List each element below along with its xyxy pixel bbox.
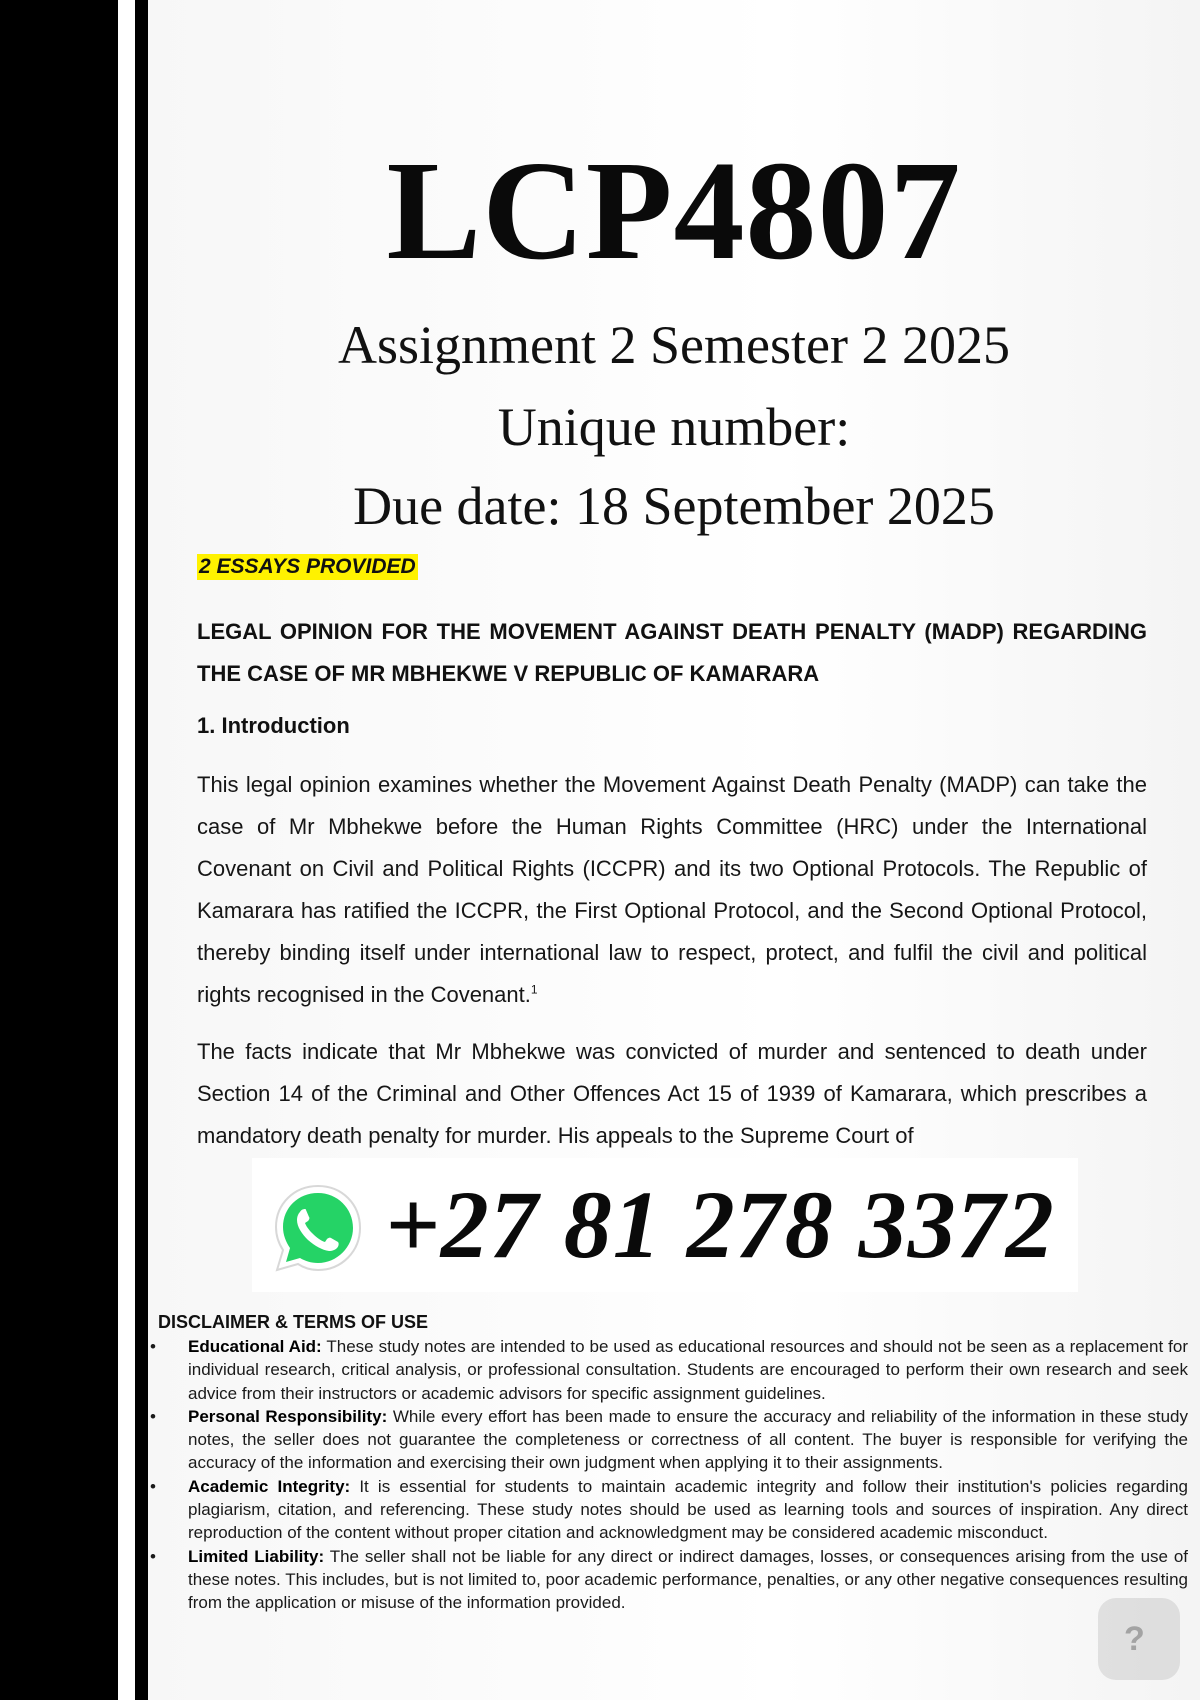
assignment-subtitle: Assignment 2 Semester 2 2025 xyxy=(338,315,1010,375)
disclaimer-item-label: Educational Aid: xyxy=(188,1337,322,1356)
opinion-heading: LEGAL OPINION FOR THE MOVEMENT AGAINST DEATH PENALTY (MADP) REGARDING THE CASE OF MR MBHEKWE V REPUBLIC OF KAMARARA xyxy=(197,619,1147,686)
question-mark-icon: ? xyxy=(1124,1620,1145,1658)
bullet-marker: • xyxy=(150,1476,156,1496)
disclaimer-item-limited-liability xyxy=(150,1545,1188,1615)
bullet-marker: • xyxy=(150,1406,156,1426)
disclaimer-item-educational-aid xyxy=(150,1335,1188,1405)
essays-provided-highlight: 2 ESSAYS PROVIDED xyxy=(199,555,416,578)
introduction-paragraph-1 xyxy=(197,764,1147,1016)
disclaimer-item-text: The seller shall not be liable for any direct or indirect damages, losses, or consequences arising from the use of these notes. This includes, but is not limited to, poor academic performance, penalties, or any other negative consequences resulting from the application or misuse of the information provided. xyxy=(188,1546,1189,1613)
footnote-marker: 1 xyxy=(530,982,538,997)
disclaimer-item-label: Academic Integrity: xyxy=(188,1476,351,1496)
paragraph-1-text: This legal opinion examines whether the Movement Against Death Penalty (MADP) can take the case of Mr Mbhekwe before the Human Rights Committee (HRC) under the International Covenant on Civil and Political Rights (ICCPR) and its two Optional Protocols. The Republic of Kamarara has ratified the ICCPR, the First Optional Protocol, and the Second Optional Protocol, thereby binding itself under international law to respect, protect, and fulfil the civil and political rights recognised in the Covenant. xyxy=(197,772,1147,1007)
disclaimer-item-personal-responsibility xyxy=(150,1405,1188,1475)
binding-stripe xyxy=(135,0,148,1700)
left-black-band xyxy=(0,0,118,1700)
disclaimer-list xyxy=(150,1335,1188,1615)
course-code-title: LCP4807 xyxy=(386,131,962,289)
disclaimer-item-academic-integrity xyxy=(150,1475,1188,1545)
disclaimer-title: DISCLAIMER & TERMS OF USE xyxy=(158,1312,429,1332)
bullet-marker: • xyxy=(150,1337,156,1356)
disclaimer-item-label: Personal Responsibility: xyxy=(188,1406,388,1426)
unique-number-label: Unique number: xyxy=(497,397,851,457)
due-date-label: Due date: 18 September 2025 xyxy=(353,476,995,536)
whatsapp-icon xyxy=(270,1180,366,1276)
floating-help-button[interactable] xyxy=(1098,1598,1180,1680)
bullet-marker: • xyxy=(150,1546,156,1566)
introduction-heading: 1. Introduction xyxy=(197,713,350,738)
introduction-paragraph-2: The facts indicate that Mr Mbhekwe was convicted of murder and sentenced to death under Section 14 of the Criminal and Other Offences Act 15 of 1939 of Kamarara, which prescribes a mandatory death penalty for murder. His appeals to the Supreme Court of xyxy=(197,1039,1147,1148)
disclaimer-item-label: Limited Liability: xyxy=(188,1546,325,1566)
disclaimer-item-text: These study notes are intended to be used as educational resources and should not be seen as a replacement for individual research, critical analysis, or professional consultation. Students are encouraged to perform their own research and seek advice from their instructors or academic advisors for specific assignment guidelines. xyxy=(188,1337,1188,1403)
whatsapp-phone-number: +27 81 278 3372 xyxy=(385,1171,1055,1278)
disclaimer-item-text: While every effort has been made to ensure the accuracy and reliability of the information in these study notes, the seller does not guarantee the completeness or correctness of all content. The buyer is responsible for verifying the accuracy of the information and exercising their own judgment when applying it to their assignments. xyxy=(188,1406,1188,1473)
disclaimer-item-text: It is essential for students to maintain academic integrity and follow their institution's policies regarding plagiarism, citation, and referencing. These study notes should be used as learning tools and sources of inspiration. Any direct reproduction of the content without proper citation and acknowledgment may be considered academic misconduct. xyxy=(188,1476,1188,1543)
